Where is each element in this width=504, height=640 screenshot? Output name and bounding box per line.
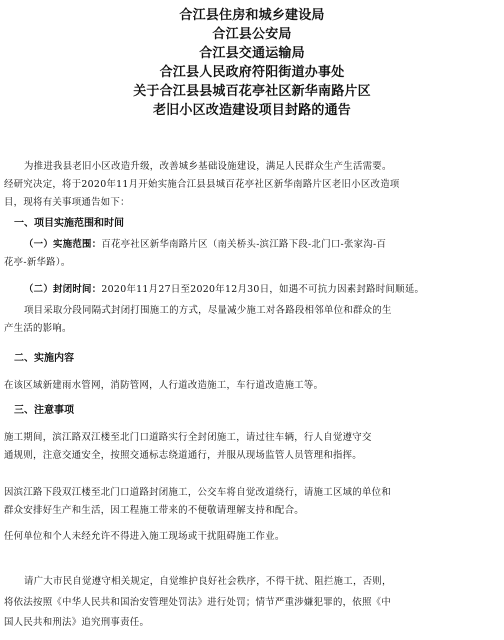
notice-p4-line2: 将依法按照《中华人民共和国治安管理处罚法》进行处罚；情节严重涉嫌犯罪的，依照《中 bbox=[4, 597, 392, 608]
method-line-1: 项目采取分段同隔式封闭打围施工的方式，尽量减少施工对各路段相邻单位和群众的生 bbox=[24, 305, 392, 316]
notice-p4-line3: 国人民共和刑法》追究刑事责任。 bbox=[4, 617, 150, 628]
intro-line-1: 为推进我县老旧小区改造升级，改善城乡基础设施建设，满足人民群众生产生活需要。 bbox=[24, 161, 392, 172]
notice-title-line2: 老旧小区改造建设项目封路的通告 bbox=[152, 103, 351, 118]
issuer-housing-bureau: 合江县住房和城乡建设局 bbox=[179, 8, 325, 23]
closure-time-line bbox=[24, 281, 504, 299]
issuer-street-office: 合江县人民政府符阳街道办事处 bbox=[159, 65, 345, 80]
section1-heading: 一、项目实施范围和时间 bbox=[14, 218, 124, 229]
closure-time-label: （二）封闭时间： bbox=[24, 284, 102, 295]
scope-line-1 bbox=[24, 236, 504, 254]
notice-p1-line1: 施工期间，滨江路双江楼至北门口道路实行全封闭施工，请过往车辆，行人自觉遵守交 bbox=[4, 432, 372, 443]
issuer-transport-bureau: 合江县交通运输局 bbox=[199, 46, 305, 61]
closure-time-text: 2020年11月27日至2020年12月30日，如遇不可抗力因素封路时间顺延。 bbox=[101, 284, 425, 295]
intro-line-3: 目，现将有关事项通告如下： bbox=[4, 197, 130, 208]
notice-p3: 任何单位和个人未经允许不得进入施工现场或干扰阻碍施工作业。 bbox=[4, 531, 285, 542]
section2-content: 在该区域新建雨水管网，消防管网，人行道改造施工，车行道改造施工等。 bbox=[4, 380, 324, 391]
notice-title-line1: 关于合江县县城百花亭社区新华南路片区 bbox=[133, 84, 371, 99]
intro-line-2: 经研究决定，将于2020年11月开始实施合江县县城百花亭社区新华南路片区老旧小区改造项 bbox=[4, 179, 400, 190]
section2-heading: 二、实施内容 bbox=[14, 353, 74, 364]
scope-label: （一）实施范围： bbox=[24, 239, 102, 250]
issuer-public-security-bureau: 合江县公安局 bbox=[212, 27, 292, 42]
scope-line-2: 花亭-新华路）。 bbox=[4, 257, 71, 268]
notice-p1-line2: 通规则，注意交通安全，按照交通标志绕道通行，并服从现场监管人员管理和指挥。 bbox=[4, 450, 362, 461]
scope-text: 百花亭社区新华南路片区（南关桥头-滨江路下段-北门口-张家沟-百 bbox=[101, 239, 387, 250]
notice-p2-line1: 因滨江路下段双江楼至北门口道路封闭施工，公交车将自觉改道绕行，请施工区域的单位和 bbox=[4, 487, 392, 498]
method-line-2: 产生活的影响。 bbox=[4, 323, 72, 334]
notice-title-block bbox=[0, 6, 504, 120]
notice-p2-line2: 群众安排好生产和生活，因工程施工带来的不便敬请理解支持和配合。 bbox=[4, 505, 304, 516]
section3-heading: 三、注意事项 bbox=[14, 405, 74, 416]
notice-p4-line1: 请广大市民自觉遵守相关规定，自觉维护良好社会秩序，不得干扰、阻拦施工，否则， bbox=[24, 576, 392, 587]
